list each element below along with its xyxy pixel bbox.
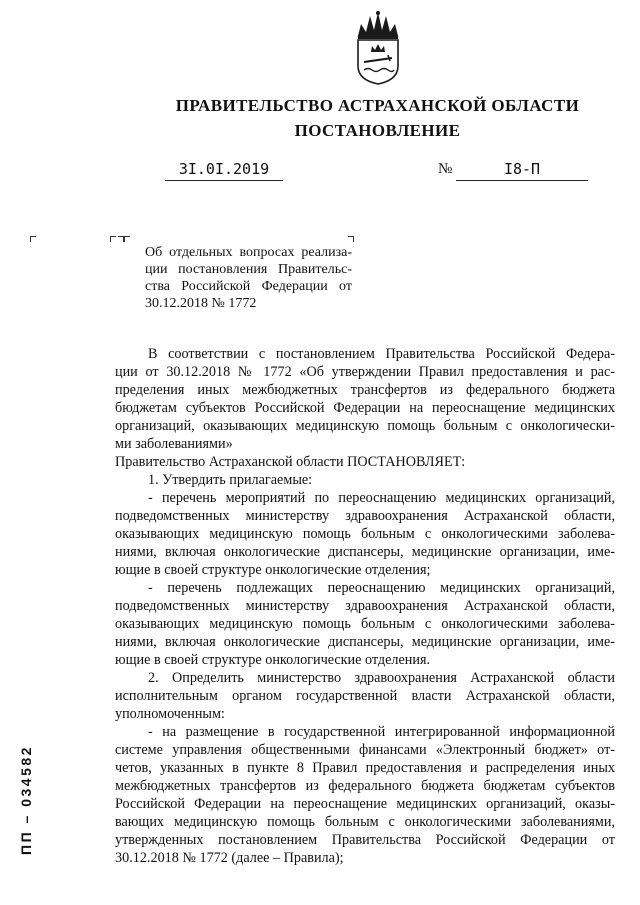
margin-corner-mark xyxy=(348,236,354,242)
organization-title: ПРАВИТЕЛЬСТВО АСТРАХАНСКОЙ ОБЛАСТИ xyxy=(175,96,580,115)
body-line: вающих медицинскую помощь больным с онкологическими заболеваниями, xyxy=(115,814,615,830)
body-line: подведомственных министерству здравоохранения Астраханской области, xyxy=(115,508,615,524)
body-line: ющие в своей структуре онкологические отделения; xyxy=(115,562,431,578)
serial-number-stamp xyxy=(6,730,46,870)
body-line: межбюджетных трансфертов из федерального бюджета бюджетам субъектов xyxy=(115,778,615,794)
margin-corner-mark xyxy=(124,236,130,242)
body-line: - перечень мероприятий по переоснащению медицинских организаций, xyxy=(148,490,615,506)
body-line: ниями, включая онкологические диспансеры, медицинские организации, име- xyxy=(115,544,615,560)
body-line: пределения иных межбюджетных трансфертов из федерального бюджета xyxy=(115,382,615,398)
body-line: оказывающих медицинскую помощь больным с онкологическими заболева- xyxy=(115,616,615,632)
body-line: бюджетам субъектов Российской Федерации на переоснащение медицинских xyxy=(115,400,615,416)
number-sign: № xyxy=(438,161,453,177)
body-line: ниями, включая онкологические диспансеры, медицинские организации, име- xyxy=(115,634,615,650)
body-line: ции от 30.12.2018 № 1772 «Об утверждении Правил предоставления и рас- xyxy=(115,364,615,380)
body-line: Правительство Астраханской области ПОСТАНОВЛЯЕТ: xyxy=(115,454,466,470)
body-line: 30.12.2018 № 1772 (далее – Правила); xyxy=(115,850,344,866)
body-line: исполнительным органом государственной власти Астраханской области, xyxy=(115,688,615,704)
subject-line: 30.12.2018 № 1772 xyxy=(145,296,257,311)
document-body xyxy=(115,345,615,867)
body-line: системе управления общественными финансами «Электронный бюджет» от- xyxy=(115,742,615,758)
margin-corner-mark xyxy=(110,236,116,242)
body-line: - перечень подлежащих переоснащению медицинских организаций, xyxy=(148,580,615,596)
body-line: В соответствии с постановлением Правительства Российской Федера- xyxy=(148,346,615,362)
document-subject xyxy=(145,244,352,312)
body-line: четов, указанных в пункте 8 Правил предоставления и распределения иных xyxy=(115,760,615,776)
body-line: 1. Утвердить прилагаемые: xyxy=(148,472,313,488)
margin-corner-mark xyxy=(30,236,36,242)
body-line: уполномоченным: xyxy=(115,706,225,722)
coat-of-arms-emblem xyxy=(352,10,404,86)
body-line: Российской Федерации на переоснащение медицинских организаций, оказы- xyxy=(115,796,615,812)
body-line: ми заболеваниями» xyxy=(115,436,233,452)
body-line: ющие в своей структуре онкологические отделения. xyxy=(115,652,431,668)
document-date-field: 3I.0I.2019 xyxy=(165,160,283,181)
subject-line: Об отдельных вопросах реализа- xyxy=(145,245,352,260)
document-number-field: I8-П xyxy=(456,160,588,181)
body-line: утвержденных постановлением Правительства Российской Федерации от xyxy=(115,832,615,848)
body-line: - на размещение в государственной интегрированной информационной xyxy=(148,724,615,740)
body-line: оказывающих медицинскую помощь больным с онкологическими заболева- xyxy=(115,526,615,542)
document-type-title: ПОСТАНОВЛЕНИЕ xyxy=(294,121,461,140)
subject-line: ства Российской Федерации от xyxy=(145,279,352,294)
body-line: 2. Определить министерство здравоохранения Астраханской области xyxy=(148,670,615,686)
serial-number-text: ПП – 034582 xyxy=(18,745,34,855)
subject-line: ции постановления Правительс- xyxy=(145,262,352,277)
body-line: организаций, оказывающих медицинскую помощь больным с онкологически- xyxy=(115,418,615,434)
body-line: подведомственных министерству здравоохранения Астраханской области, xyxy=(115,598,615,614)
